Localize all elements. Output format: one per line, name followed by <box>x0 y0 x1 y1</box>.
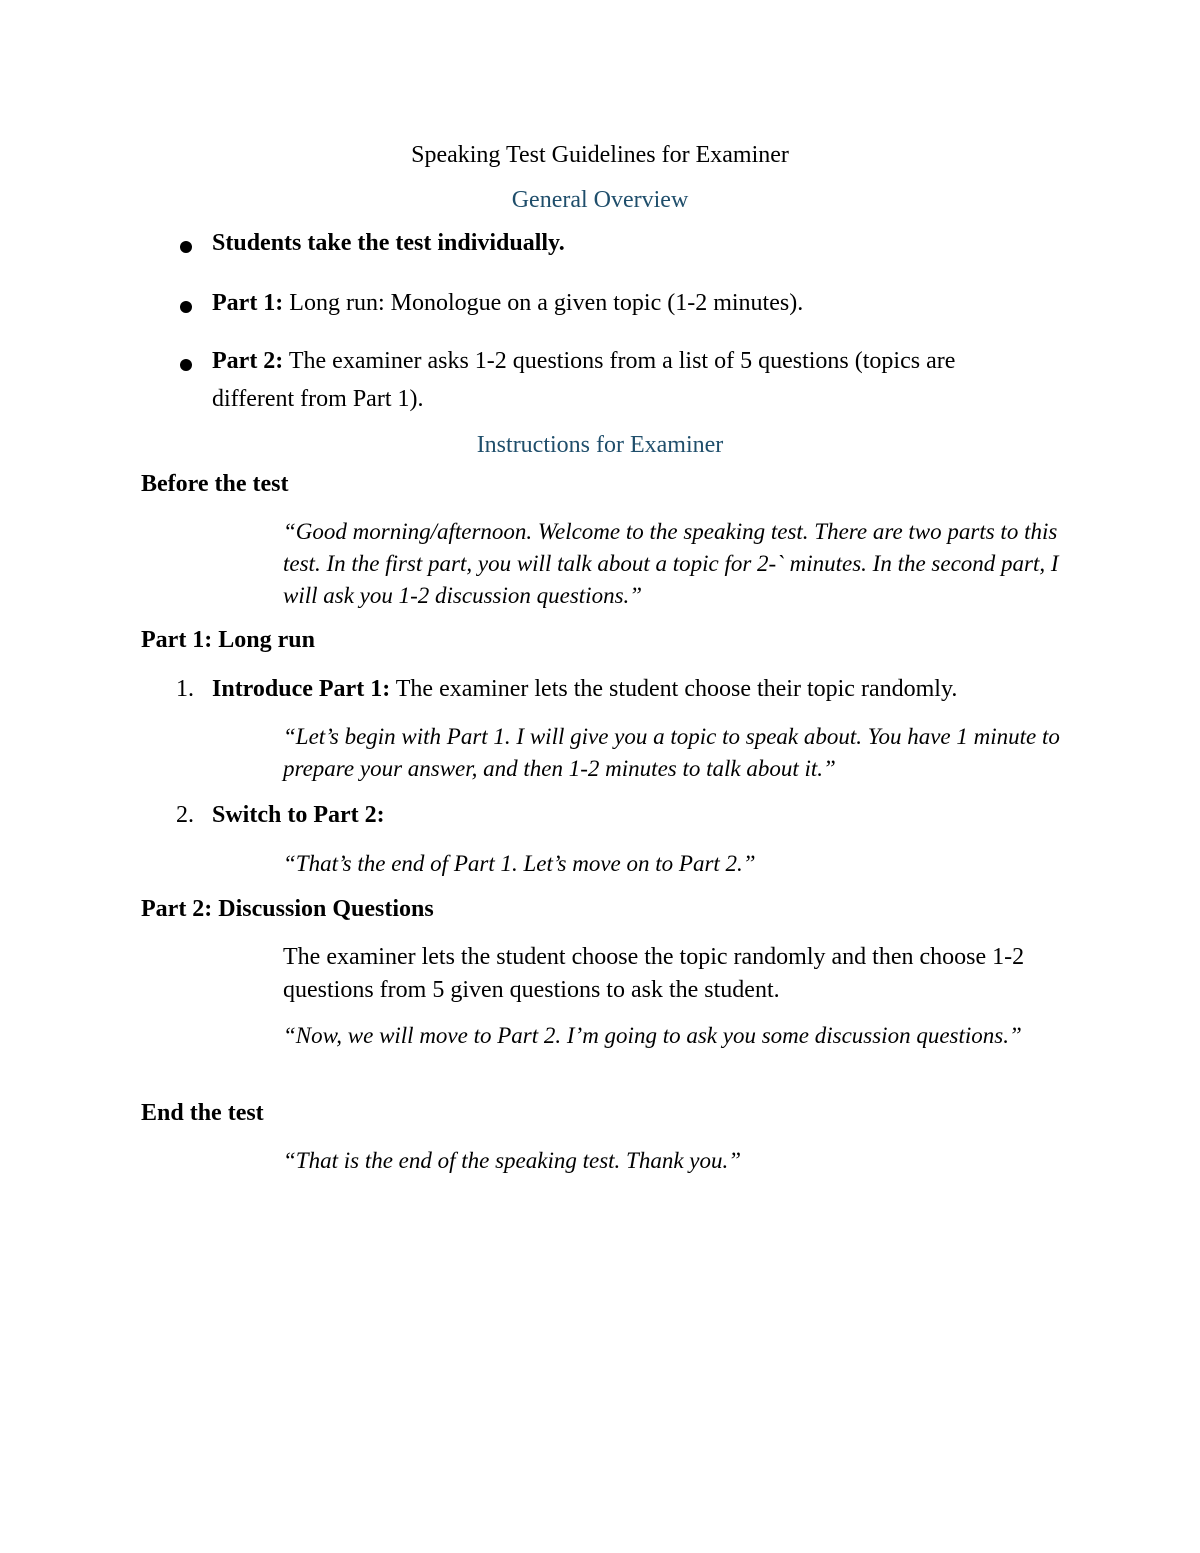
step-1-text: The examiner lets the student choose their topic randomly. <box>390 676 958 702</box>
before-test-quote: “Good morning/afternoon. Welcome to the speaking test. There are two parts to this test. In the first part, you will talk about a topic for 2-` minutes. In the second part, I will ask you 1-2 discussion questions.” <box>283 519 1059 608</box>
bullet-3-text-continued: different from Part 1). <box>212 386 424 412</box>
step-2-number: 2. <box>176 802 194 828</box>
part1-heading: Part 1: Long run <box>141 627 315 653</box>
bullet-2 <box>212 290 803 317</box>
bullet-3-text: The examiner asks 1-2 questions from a list of 5 questions (topics are <box>283 348 956 374</box>
part2-text: The examiner lets the student choose the topic randomly and then choose 1-2 questions from 5 given questions to ask the student. <box>283 944 1025 1003</box>
bullet-2-label: Part 1: <box>212 290 284 316</box>
bullet-icon <box>180 301 192 313</box>
part2-quote: “Now, we will move to Part 2. I’m going to ask you some discussion questions.” <box>283 1023 1022 1048</box>
document-title: Speaking Test Guidelines for Examiner <box>411 142 789 168</box>
bullet-1-text: Students take the test individually. <box>212 230 565 256</box>
general-overview-heading: General Overview <box>511 187 689 213</box>
bullet-3-label: Part 2: <box>212 348 284 374</box>
bullet-3 <box>212 348 955 375</box>
step-2-quote: “That’s the end of Part 1. Let’s move on to Part 2.” <box>283 851 756 876</box>
step-2-label: Switch to Part 2: <box>212 802 385 828</box>
part2-heading: Part 2: Discussion Questions <box>141 896 434 922</box>
bullet-2-text: Long run: Monologue on a given topic (1-2 minutes). <box>283 290 804 316</box>
end-test-heading: End the test <box>141 1100 264 1126</box>
step-1-number: 1. <box>176 676 194 702</box>
step-1-quote: “Let’s begin with Part 1. I will give you a topic to speak about. You have 1 minute to prepare your answer, and then 1-2 minutes to talk about it.” <box>283 724 1060 781</box>
step-1-label: Introduce Part 1: <box>212 676 391 702</box>
end-test-quote: “That is the end of the speaking test. Thank you.” <box>283 1148 742 1173</box>
step-1 <box>212 676 957 703</box>
bullet-icon <box>180 241 192 253</box>
instructions-heading: Instructions for Examiner <box>476 432 724 458</box>
before-test-heading: Before the test <box>141 471 289 497</box>
bullet-icon <box>180 359 192 371</box>
